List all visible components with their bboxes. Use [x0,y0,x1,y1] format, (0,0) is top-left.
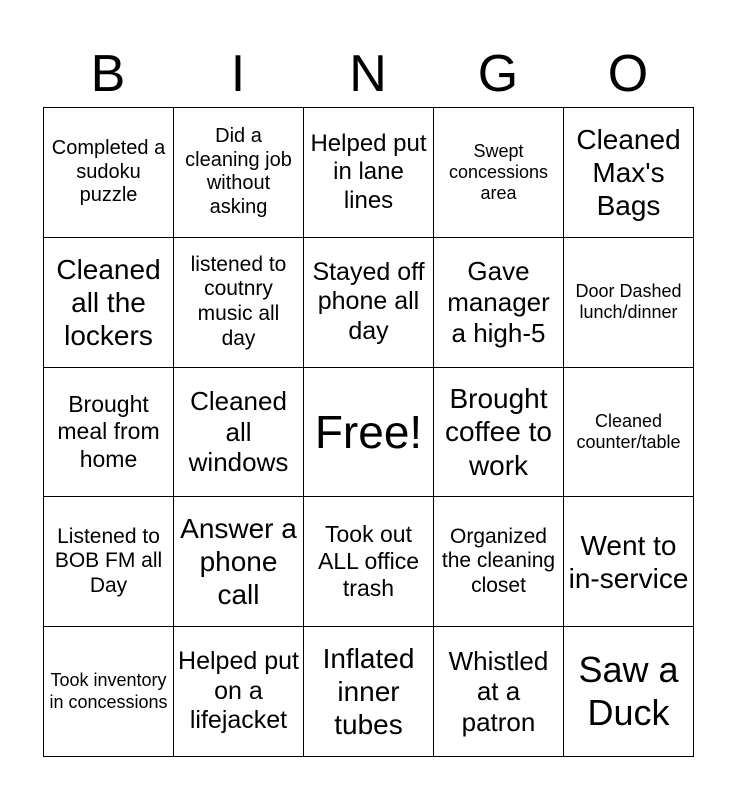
bingo-grid [43,107,694,757]
grid-row [44,367,694,497]
bingo-cell[interactable]: Listened to BOB FM all Day [44,497,174,627]
bingo-header [43,40,693,108]
grid-row [44,108,694,238]
bingo-cell[interactable]: Brought meal from home [44,367,174,497]
bingo-cell[interactable]: Swept concessions area [434,108,564,238]
bingo-cell[interactable]: Saw a Duck [564,627,694,757]
header-letter-g: G [477,45,519,103]
free-space-cell[interactable]: Free! [304,367,434,497]
header-letter-b: B [90,45,126,103]
header-letter-n: N [349,45,387,103]
bingo-cell[interactable]: Door Dashed lunch/dinner [564,237,694,367]
bingo-cell[interactable]: Inflated inner tubes [304,627,434,757]
bingo-cell[interactable]: Cleaned all the lockers [44,237,174,367]
bingo-cell[interactable]: Helped put on a lifejacket [174,627,304,757]
bingo-cell[interactable]: Took out ALL office trash [304,497,434,627]
bingo-cell[interactable]: Took inventory in concessions [44,627,174,757]
bingo-cell[interactable]: listened to coutnry music all day [174,237,304,367]
bingo-cell[interactable]: Helped put in lane lines [304,108,434,238]
bingo-cell[interactable]: Brought coffee to work [434,367,564,497]
bingo-cell[interactable]: Stayed off phone all day [304,237,434,367]
bingo-cell[interactable]: Organized the cleaning closet [434,497,564,627]
bingo-cell[interactable]: Went to in-service [564,497,694,627]
bingo-cell[interactable]: Cleaned all windows [174,367,304,497]
grid-row [44,497,694,627]
bingo-cell[interactable]: Completed a sudoku puzzle [44,108,174,238]
bingo-cell[interactable]: Cleaned Max's Bags [564,108,694,238]
header-letter-i: I [230,45,246,103]
bingo-cell[interactable]: Cleaned counter/table [564,367,694,497]
grid-row [44,237,694,367]
grid-row [44,627,694,757]
bingo-cell[interactable]: Answer a phone call [174,497,304,627]
bingo-cell[interactable]: Whistled at a patron [434,627,564,757]
bingo-cell[interactable]: Gave manager a high-5 [434,237,564,367]
header-letter-o: O [607,45,649,103]
bingo-cell[interactable]: Did a cleaning job without asking [174,108,304,238]
